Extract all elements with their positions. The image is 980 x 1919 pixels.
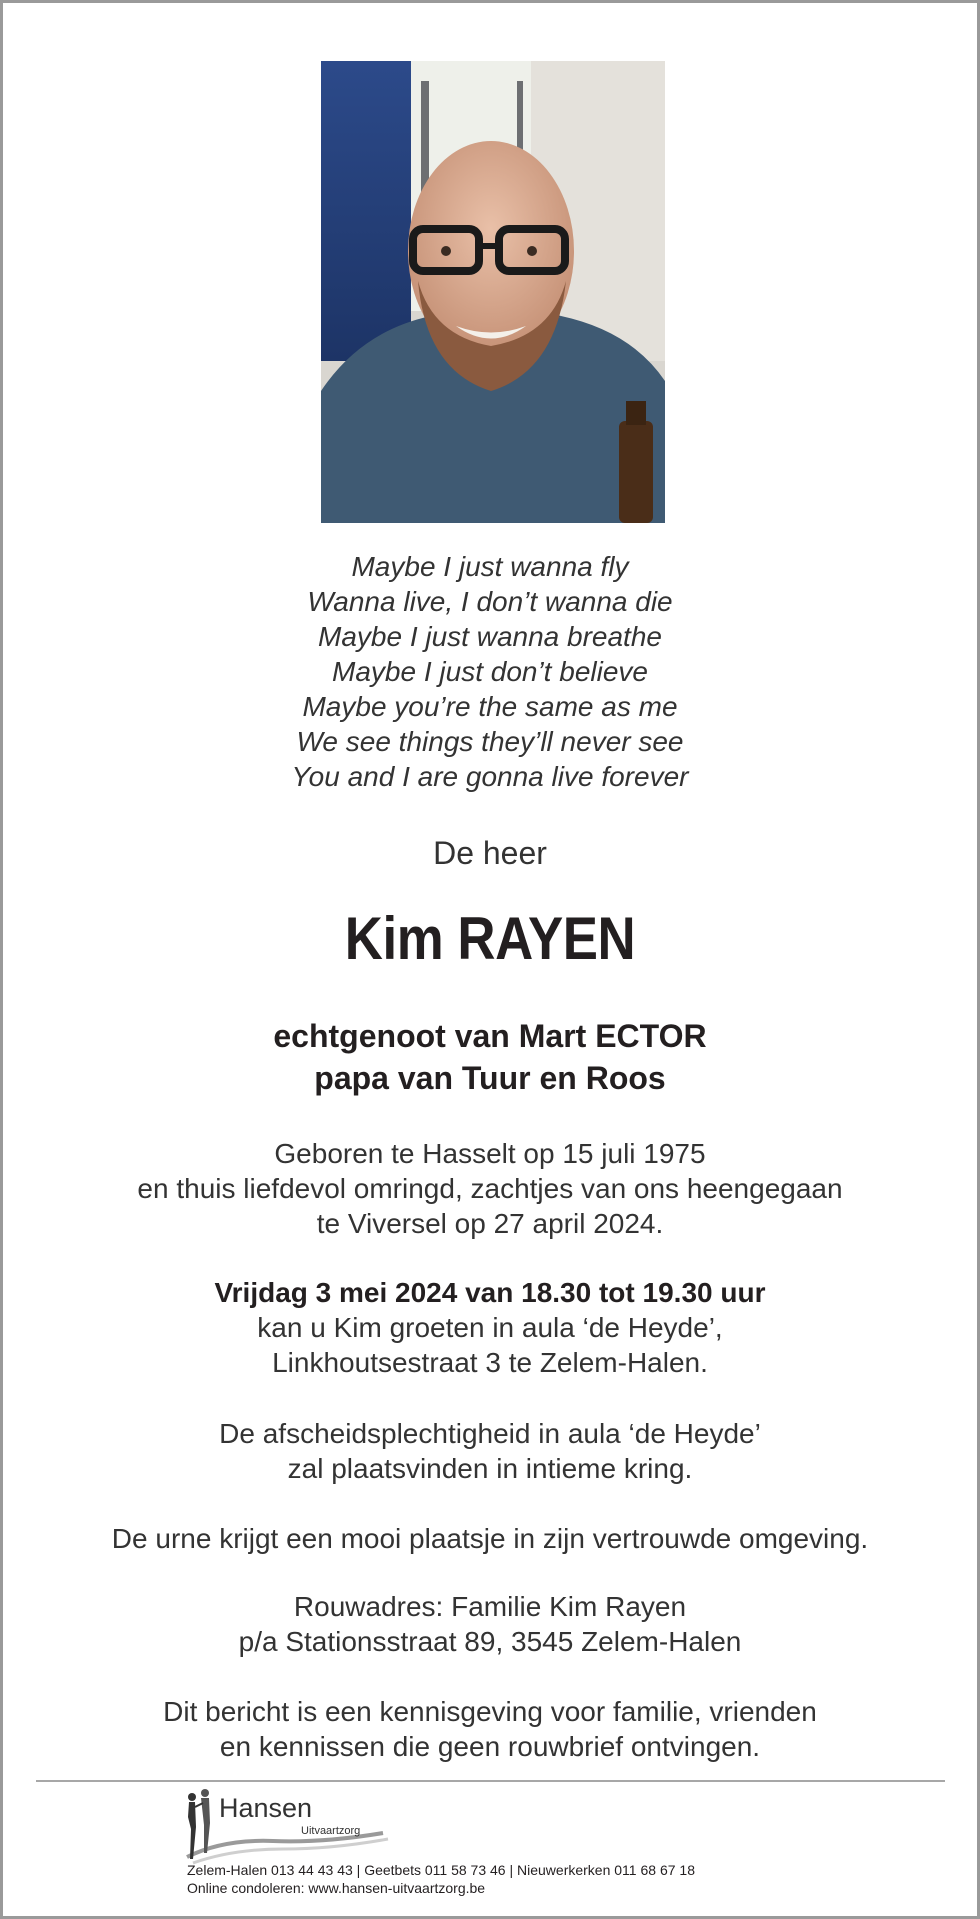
funeral-home-name: Hansen — [219, 1793, 313, 1823]
birth-line: Geboren te Hasselt op 15 juli 1975 — [274, 1138, 706, 1169]
divider — [36, 1780, 945, 1782]
address-line: p/a Stationsstraat 89, 3545 Zelem-Halen — [238, 1626, 742, 1657]
poem-line: You and I are gonna live forever — [291, 761, 689, 792]
relation-children: papa van Tuur en Roos — [314, 1060, 666, 1096]
ceremony-line: zal plaatsvinden in intieme kring. — [287, 1453, 693, 1484]
salutation: De heer — [433, 835, 547, 871]
poem-line: Maybe I just don’t believe — [332, 656, 648, 687]
urn-info: De urne krijgt een mooi plaatsje in zijn vertrouwde omgeving. — [111, 1523, 869, 1554]
funeral-home-contacts: Zelem-Halen 013 44 43 43 | Geetbets 011 58 73 46 | Nieuwerkerken 011 68 67 18 — [187, 1862, 695, 1878]
visitation-datetime: Vrijdag 3 mei 2024 van 18.30 tot 19.30 uur — [214, 1277, 766, 1308]
poem-line: Maybe you’re the same as me — [302, 691, 678, 722]
poem-line: Maybe I just wanna breathe — [318, 621, 662, 652]
notice-line: Dit bericht is een kennisgeving voor familie, vrienden — [163, 1696, 817, 1727]
ceremony-info — [3, 1416, 977, 1486]
deceased-name: Kim RAYEN — [344, 905, 636, 972]
visitation-info — [3, 1275, 977, 1380]
relation-spouse: echtgenoot van Mart ECTOR — [273, 1018, 707, 1054]
portrait-photo — [321, 61, 665, 523]
poem — [3, 549, 977, 794]
poem-line: Wanna live, I don’t wanna die — [307, 586, 673, 617]
notice-line: en kennissen die geen rouwbrief ontvingen. — [219, 1731, 761, 1762]
notice-text — [3, 1694, 977, 1764]
death-line: te Viversel op 27 april 2024. — [316, 1208, 664, 1239]
visitation-line: Linkhoutsestraat 3 te Zelem-Halen. — [272, 1347, 708, 1378]
address-line: Rouwadres: Familie Kim Rayen — [293, 1591, 687, 1622]
visitation-line: kan u Kim groeten in aula ‘de Heyde’, — [257, 1312, 723, 1343]
passing-line: en thuis liefdevol omringd, zachtjes van ons heengegaan — [137, 1173, 843, 1204]
poem-line: We see things they’ll never see — [296, 726, 684, 757]
ceremony-line: De afscheidsplechtigheid in aula ‘de Heyde’ — [219, 1418, 761, 1449]
funeral-home-subtitle: Uitvaartzorg — [301, 1825, 361, 1837]
birth-death-info — [3, 1136, 977, 1241]
poem-line: Maybe I just wanna fly — [351, 551, 629, 582]
online-condolences: Online condoleren: www.hansen-uitvaartzorg.be — [187, 1880, 486, 1896]
mourning-address — [3, 1589, 977, 1659]
relations — [3, 1015, 977, 1099]
